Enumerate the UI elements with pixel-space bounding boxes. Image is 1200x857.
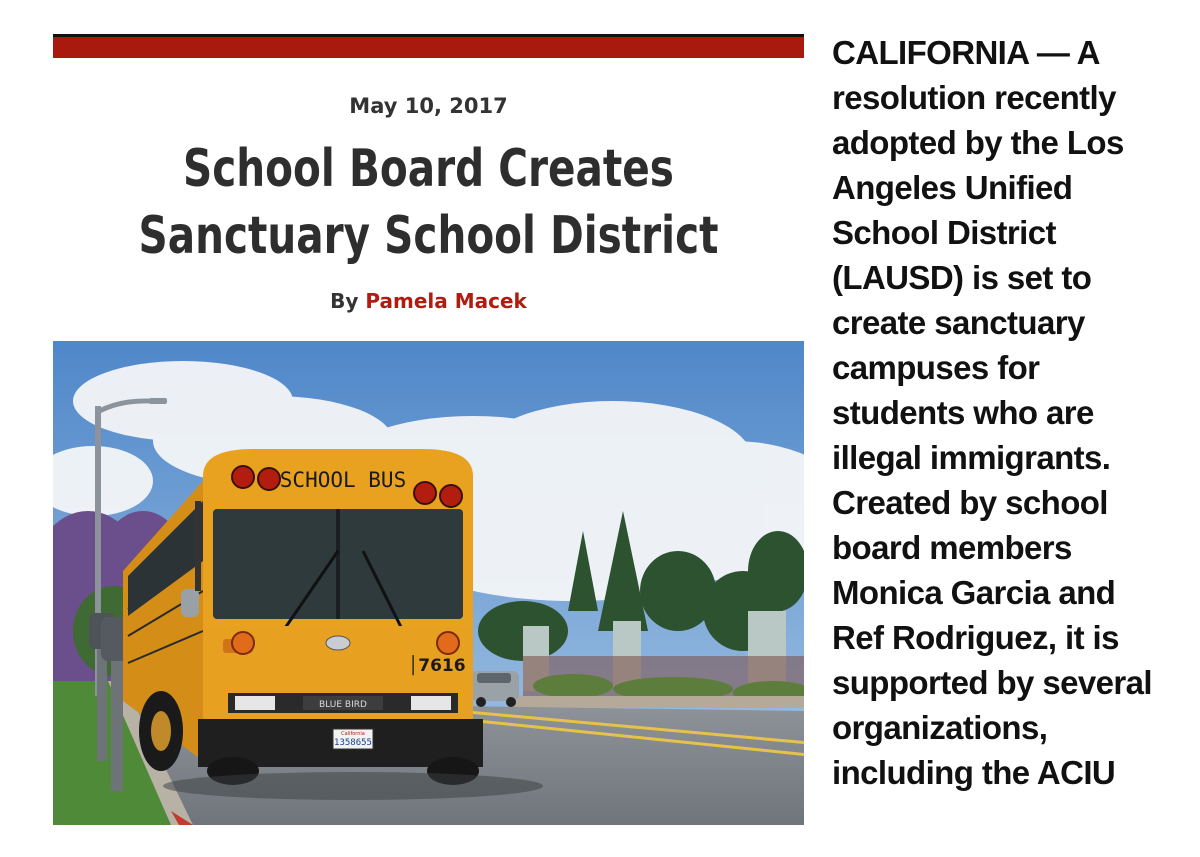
- body-line: adopted by the Los: [832, 124, 1124, 161]
- body-line: School District: [832, 214, 1056, 251]
- bus-brand: BLUE BIRD: [319, 700, 367, 710]
- body-line: board members: [832, 529, 1072, 566]
- header-accent-bar: [53, 34, 804, 58]
- body-line: illegal immigrants.: [832, 439, 1111, 476]
- body-line: Monica Garcia and: [832, 574, 1116, 611]
- author-link[interactable]: Pamela Macek: [365, 289, 527, 313]
- body-line: students who are: [832, 394, 1094, 431]
- article-byline: [53, 289, 804, 313]
- body-line: Ref Rodriguez, it is: [832, 619, 1119, 656]
- body-line: create sanctuary: [832, 304, 1085, 341]
- license-plate: 1358655: [334, 738, 372, 748]
- article-photo: [53, 341, 804, 825]
- article-headline: [136, 136, 722, 270]
- headline-line-1: School Board Creates: [183, 139, 674, 199]
- article-body: [832, 30, 1162, 795]
- body-line: Created by school: [832, 484, 1108, 521]
- body-line: supported by several: [832, 664, 1152, 701]
- body-line: (LAUSD) is set to: [832, 259, 1092, 296]
- bus-number: │7616: [408, 656, 466, 676]
- bus-sign-text: SCHOOL BUS: [279, 468, 407, 492]
- body-line: CALIFORNIA — A: [832, 34, 1100, 71]
- byline-prefix: By: [330, 289, 359, 313]
- body-line: Angeles Unified: [832, 169, 1073, 206]
- body-line: campuses for: [832, 349, 1040, 386]
- plate-state: California: [341, 731, 365, 737]
- body-line: resolution recently: [832, 79, 1116, 116]
- body-line: organizations,: [832, 709, 1048, 746]
- body-line: including the ACIU: [832, 754, 1116, 791]
- headline-line-2: Sanctuary School District: [138, 206, 719, 266]
- article-date: May 10, 2017: [349, 94, 508, 118]
